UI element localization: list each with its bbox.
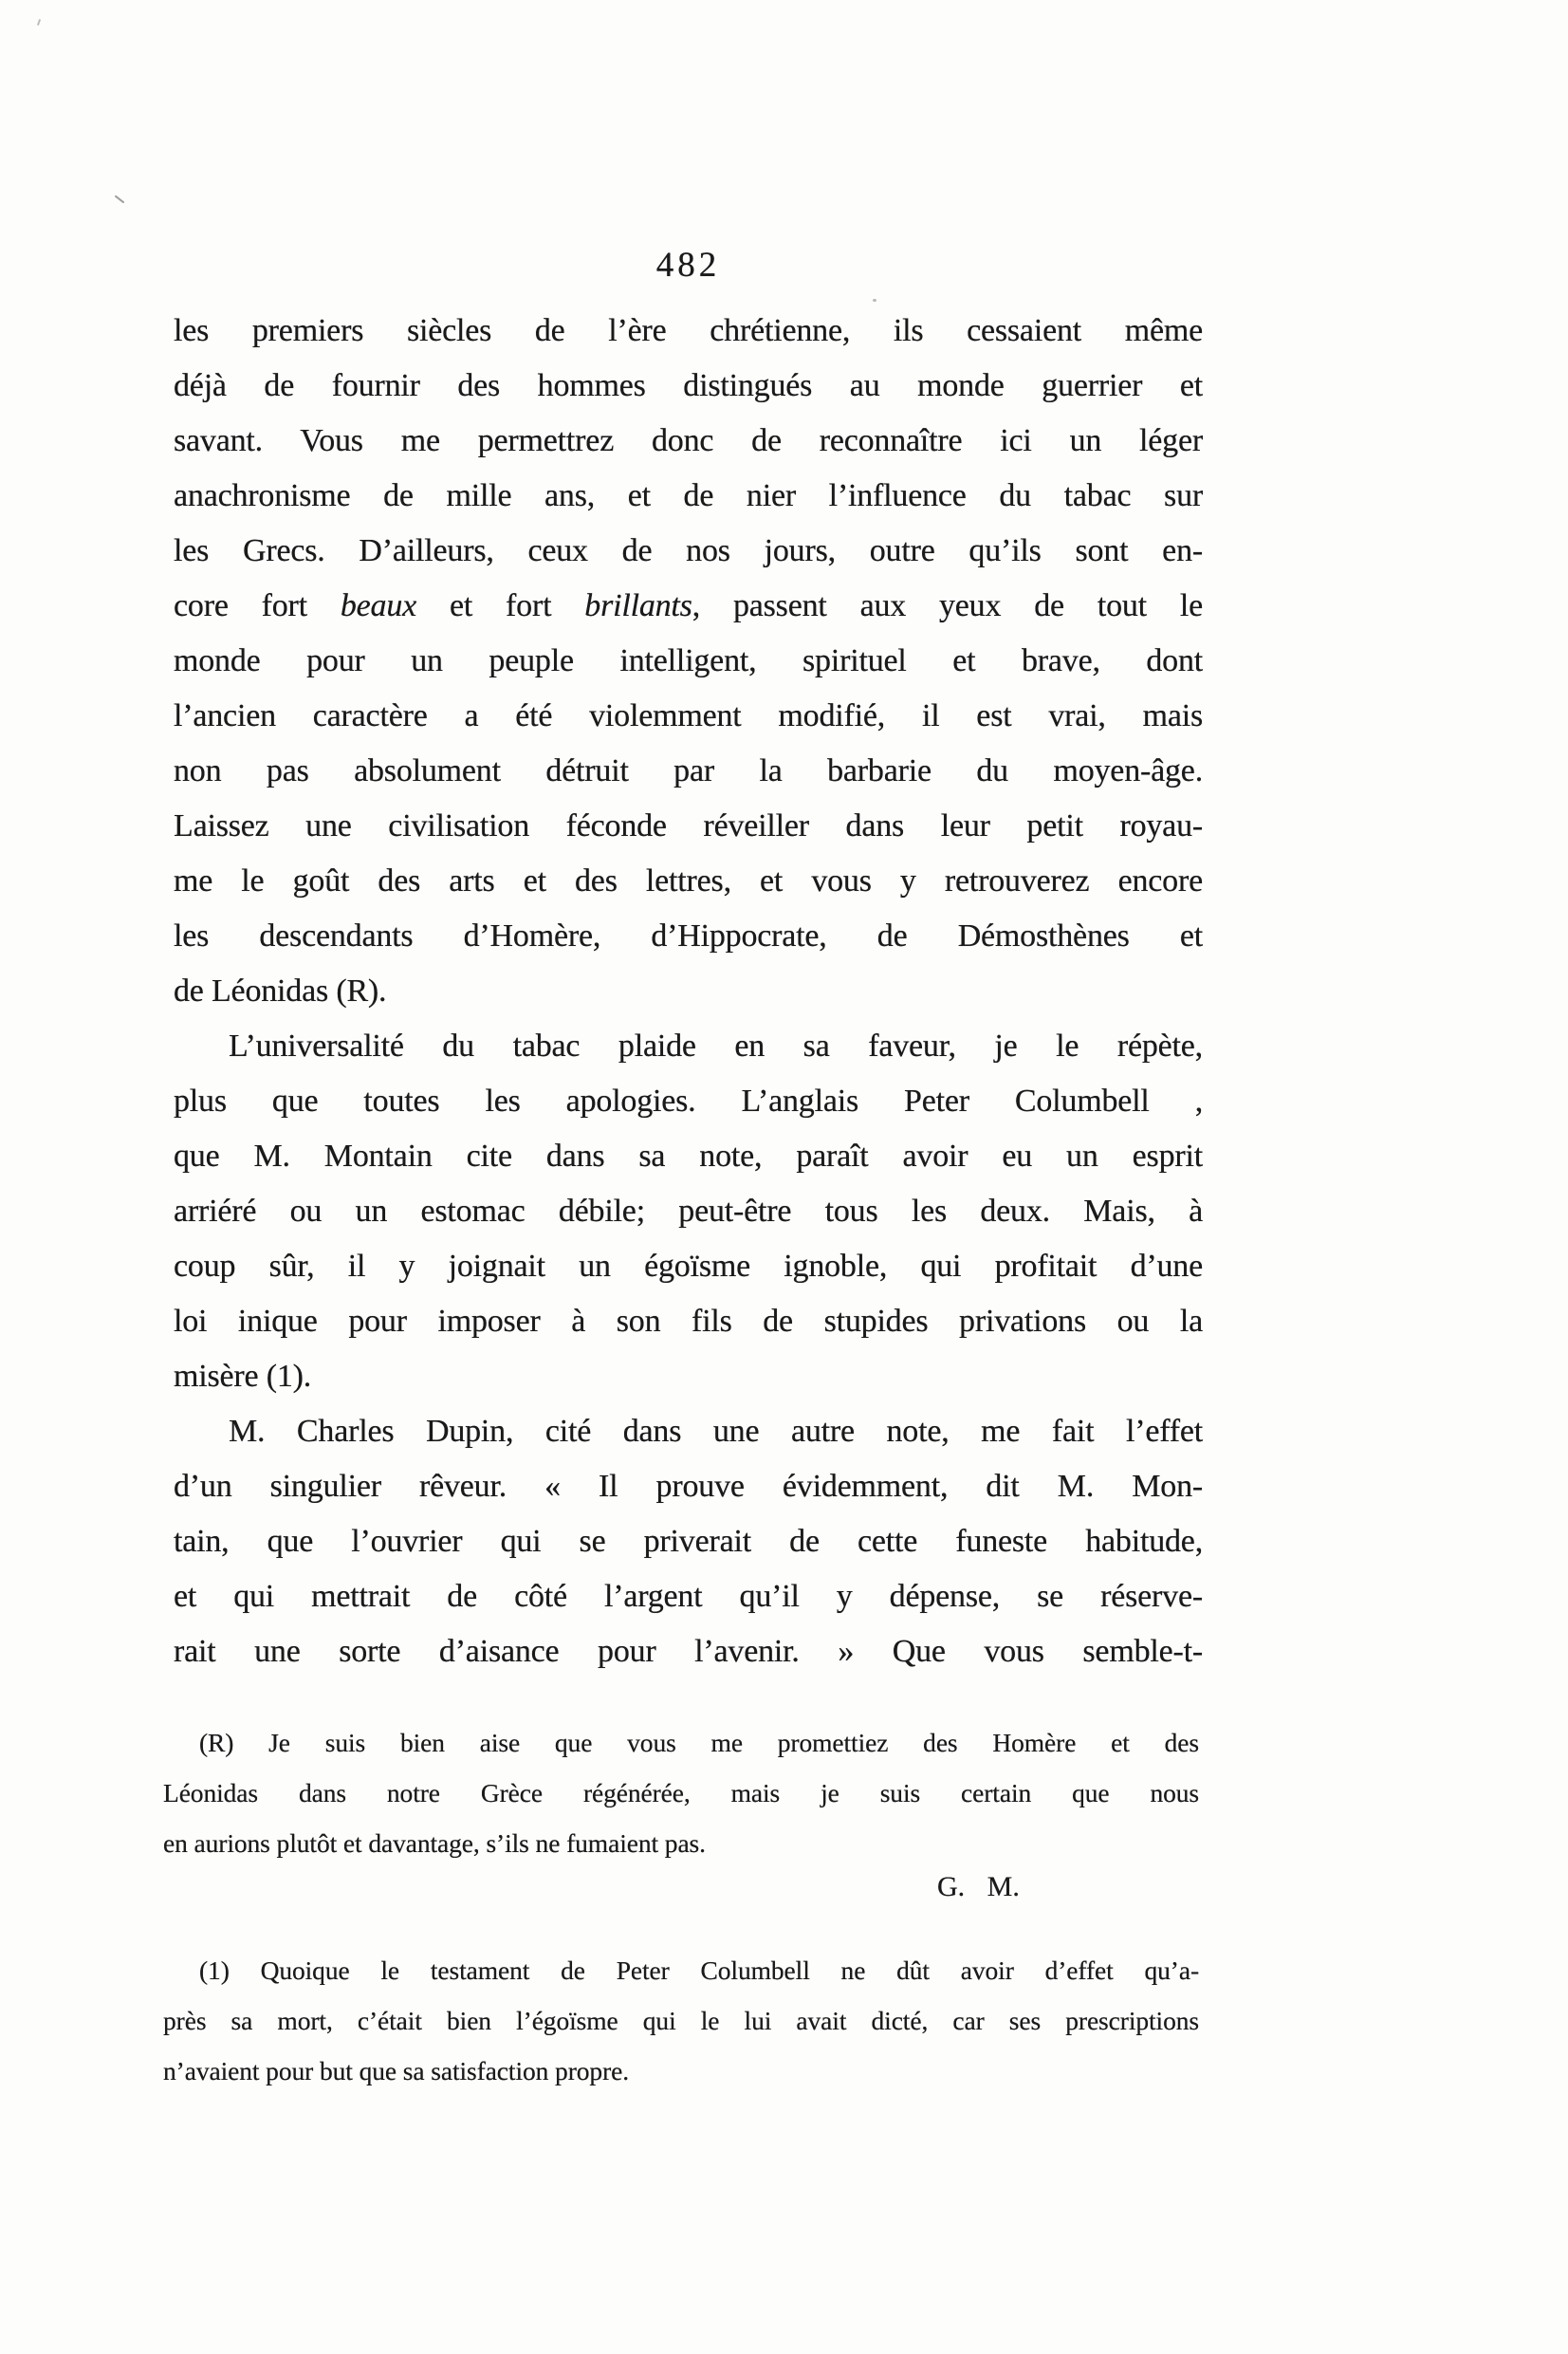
text-line: (1) Quoique le testament de Peter Columbell ne dût avoir d’effet qu’a- — [199, 1955, 1199, 1985]
text-line: d’un singulier rêveur. « Il prouve évidemment, dit M. Mon- — [174, 1469, 1203, 1504]
scan-speck — [37, 19, 41, 26]
text-line: rait une sorte d’aisance pour l’avenir. » Que vous semble-t- — [174, 1634, 1203, 1669]
text-line: loi inique pour imposer à son fils de stupides privations ou la — [174, 1304, 1203, 1339]
text-line: n’avaient pour but que sa satisfaction propre. — [163, 2056, 630, 2085]
text-line: plus que toutes les apologies. L’anglais Peter Columbell , — [174, 1084, 1203, 1119]
text-line: près sa mort, c’était bien l’égoïsme qui le lui avait dicté, car ses prescriptions — [163, 2006, 1199, 2035]
text-line: me le goût des arts et des lettres, et vous y retrouverez encore — [174, 863, 1203, 899]
page-number: 482 — [655, 246, 721, 285]
text-line: M. Charles Dupin, cité dans une autre note, me fait l’effet — [229, 1414, 1203, 1449]
text-line: anachronisme de mille ans, et de nier l’influence du tabac sur — [174, 478, 1203, 513]
text-line: les descendants d’Homère, d’Hippocrate, de Démosthènes et — [174, 918, 1203, 954]
text-line: l’ancien caractère a été violemment modifié, il est vrai, mais — [174, 698, 1203, 733]
text-line: non pas absolument détruit par la barbarie du moyen-âge. — [174, 753, 1203, 788]
paragraph — [174, 1404, 1203, 1679]
text-line: de Léonidas (R). — [174, 973, 387, 1009]
footnote-r — [163, 1717, 1199, 1868]
paragraph — [174, 1019, 1203, 1404]
text-line: misère (1). — [174, 1359, 312, 1394]
text-line: monde pour un peuple intelligent, spirituel et brave, dont — [174, 643, 1203, 678]
text-line: déjà de fournir des hommes distingués au monde guerrier et — [174, 368, 1203, 403]
text-line: que M. Montain cite dans sa note, paraît avoir eu un esprit — [174, 1139, 1203, 1174]
text-line: core fort beaux et fort brillants, passent aux yeux de tout le — [174, 588, 1203, 623]
text-line: savant. Vous me permettrez donc de reconnaître ici un léger — [174, 423, 1203, 458]
text-line: Léonidas dans notre Grèce régénérée, mais je suis certain que nous — [163, 1778, 1199, 1807]
text-line: arriéré ou un estomac débile; peut-être tous les deux. Mais, à — [174, 1194, 1203, 1229]
text-line: les premiers siècles de l’ère chrétienne, ils cessaient même — [174, 313, 1203, 348]
scan-speck — [873, 299, 876, 302]
text-line: les Grecs. D’ailleurs, ceux de nos jours, outre qu’ils sont en- — [174, 533, 1203, 568]
text-line: L’universalité du tabac plaide en sa faveur, je le répète, — [229, 1029, 1203, 1064]
text-line: et qui mettrait de côté l’argent qu’il y dépense, se réserve- — [174, 1579, 1203, 1614]
footnote-signature: G. M. — [937, 1871, 1020, 1902]
text-line: Laissez une civilisation féconde réveiller dans leur petit royau- — [174, 808, 1203, 843]
body-text — [174, 304, 1203, 1679]
scan-speck — [115, 195, 125, 204]
text-line: en aurions plutôt et davantage, s’ils ne fumaient pas. — [163, 1828, 706, 1858]
footnote-1 — [163, 1945, 1199, 2096]
paragraph — [174, 304, 1203, 1019]
text-line: coup sûr, il y joignait un égoïsme ignoble, qui profitait d’une — [174, 1249, 1203, 1284]
text-line: (R) Je suis bien aise que vous me promettiez des Homère et des — [199, 1728, 1199, 1757]
text-line: tain, que l’ouvrier qui se priverait de cette funeste habitude, — [174, 1524, 1203, 1559]
